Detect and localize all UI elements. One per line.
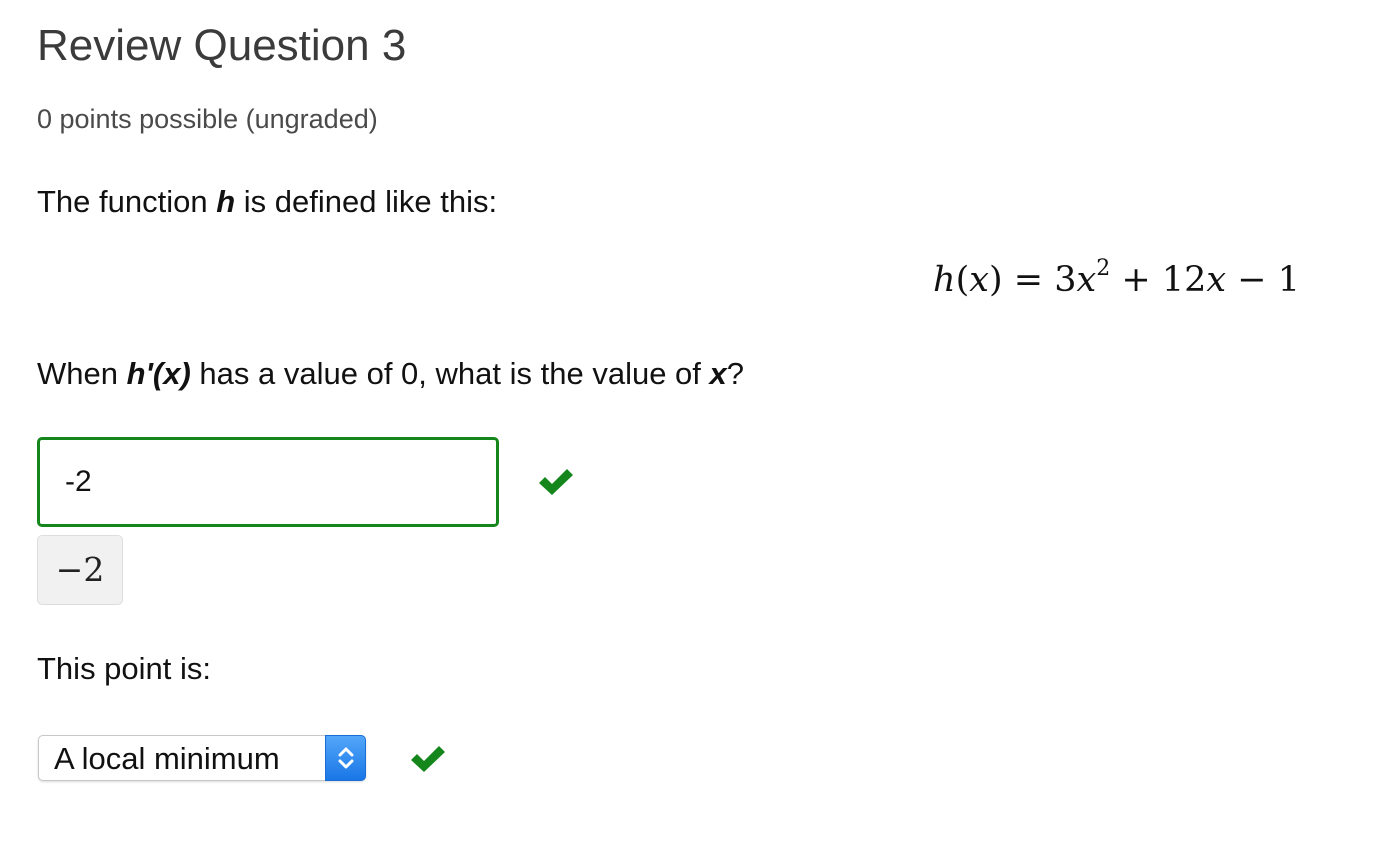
prompt2-before: When [37, 356, 127, 391]
check-icon [537, 467, 575, 497]
answer-input[interactable] [37, 437, 499, 527]
prompt2-after: ? [726, 356, 745, 391]
equation-close-paren: ) [989, 260, 1003, 300]
select-selected-value: A local minimum [54, 741, 280, 776]
function-equation [933, 258, 1300, 302]
equation-term-var: x [1076, 260, 1097, 300]
problem-title: Review Question 3 [37, 21, 407, 70]
prompt2-var: x [709, 356, 727, 391]
equation-fn: h [933, 260, 956, 300]
equation-exponent: 2 [1096, 256, 1111, 281]
equation-equals: = 3 [1002, 260, 1077, 300]
question-prompt-point-type: This point is: [37, 651, 212, 686]
select-arrows-icon[interactable] [325, 735, 366, 781]
prompt2-expr: h'(x) [126, 356, 191, 391]
equation-mid: + 12 [1110, 260, 1207, 300]
equation-open-paren: ( [955, 260, 970, 300]
point-type-select[interactable] [38, 735, 366, 781]
prompt-text-before: The function [37, 184, 217, 219]
prompt2-middle: has a value of 0, what is the value of [190, 356, 710, 391]
question-prompt-derivative [37, 355, 744, 393]
equation-term2-var: x [1206, 260, 1227, 300]
equation-lhs-var: x [969, 260, 989, 300]
prompt-var-h: h [216, 184, 236, 219]
equation-tail: − 1 [1226, 260, 1300, 300]
answer-preview: −2 [37, 535, 123, 605]
question-prompt-function [37, 183, 497, 221]
chevron-updown-icon [336, 744, 356, 772]
prompt-text-after: is defined like this: [235, 184, 498, 219]
points-possible: 0 points possible (ungraded) [37, 104, 378, 134]
check-icon [409, 744, 447, 774]
